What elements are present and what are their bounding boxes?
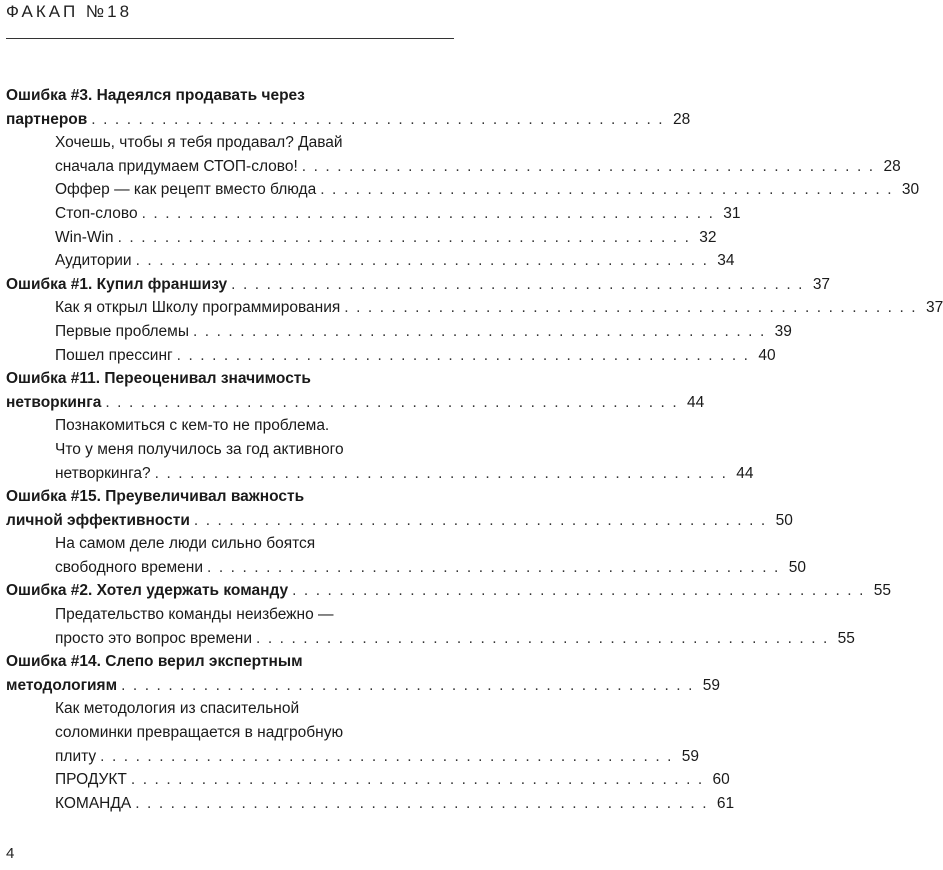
toc-entry-last-line: [6, 674, 720, 698]
toc-entry-title-line: методологиям: [6, 676, 118, 694]
toc-page-number: 31: [723, 204, 741, 222]
toc-page-number: 55: [837, 629, 855, 647]
toc-section-entry[interactable]: [6, 414, 754, 485]
toc-entry-title-line: нетворкинга: [6, 393, 102, 411]
toc-entry-title-line: Ошибка #11. Переоценивал значимость: [6, 370, 311, 388]
toc-entry-title-line: Ошибка #14. Слепо верил экспертным: [6, 653, 303, 671]
toc-entry-title-line: Ошибка #15. Преувеличивал важность: [6, 488, 305, 506]
toc-entry-last-line: [55, 627, 855, 651]
toc-page-number: 34: [717, 252, 735, 270]
toc-page-number: 59: [702, 676, 720, 694]
toc-entry-title-line: партнеров: [6, 110, 88, 128]
dot-leader: . . . . . . . . . . . . . . . . . . . . . . . . . . . . . . . . . . . . . . . . . . . . . . . . .: [176, 346, 750, 364]
toc-entry-title-line: плиту: [55, 747, 97, 765]
toc-entry-last-line: [55, 202, 741, 226]
toc-entry-title-line: свободного времени: [55, 558, 204, 576]
toc-section-entry[interactable]: [6, 202, 741, 226]
toc-entry-last-line: [55, 344, 776, 368]
toc-entry-title-line: Стоп-слово: [55, 204, 138, 222]
toc-page-number: 44: [687, 393, 705, 411]
toc-page-number: 39: [774, 322, 792, 340]
toc-entry-title-line: Предательство команды неизбежно —: [55, 606, 334, 624]
toc-chapter-entry[interactable]: [6, 367, 705, 414]
toc-entry-last-line: [55, 768, 730, 792]
toc-entry-last-line: [55, 745, 700, 769]
dot-leader: . . . . . . . . . . . . . . . . . . . . . . . . . . . . . . . . . . . . . . . . . . . . . . . . .: [100, 747, 674, 765]
toc-entry-last-line: [6, 108, 691, 132]
toc-page-number: 37: [925, 299, 943, 317]
dot-leader: . . . . . . . . . . . . . . . . . . . . . . . . . . . . . . . . . . . . . . . . . . . . . . . . .: [117, 228, 691, 246]
toc-entry-title-line: Пошел прессинг: [55, 346, 173, 364]
dot-leader: . . . . . . . . . . . . . . . . . . . . . . . . . . . . . . . . . . . . . . . . . . . . . . . . .: [207, 558, 780, 576]
dot-leader: . . . . . . . . . . . . . . . . . . . . . . . . . . . . . . . . . . . . . . . . . . . . . . . . .: [141, 204, 715, 222]
dot-leader: . . . . . . . . . . . . . . . . . . . . . . . . . . . . . . . . . . . . . . . . . . . . . . . . .: [121, 676, 694, 694]
toc-entry-title-line: соломинки превращается в надгробную: [55, 724, 344, 742]
toc-entry-title-line: Win-Win: [55, 228, 114, 246]
toc-entry-title-line: Оффер — как рецепт вместо блюда: [55, 181, 317, 199]
toc-entry-title-line: просто это вопрос времени: [55, 629, 252, 647]
page-number: 4: [6, 845, 15, 862]
toc-entry-title-line: Ошибка #2. Хотел удержать команду: [6, 582, 289, 600]
toc-entry-last-line: [55, 178, 920, 202]
running-header: ФАКАП №18: [6, 2, 133, 21]
dot-leader: . . . . . . . . . . . . . . . . . . . . . . . . . . . . . . . . . . . . . . . . . . . . . . . . .: [320, 181, 894, 199]
toc-page-number: 28: [883, 157, 901, 175]
dot-leader: . . . . . . . . . . . . . . . . . . . . . . . . . . . . . . . . . . . . . . . . . . . . . . . . .: [231, 275, 805, 293]
toc-section-entry[interactable]: [6, 178, 920, 202]
toc-entry-last-line: [55, 556, 806, 580]
toc-entry-last-line: [55, 462, 754, 486]
toc-entry-title-line: нетворкинга?: [55, 464, 151, 482]
toc-entry-title-line: Аудитории: [55, 252, 132, 270]
toc-entry-title-line: Ошибка #1. Купил франшизу: [6, 275, 228, 293]
toc-section-entry[interactable]: [6, 532, 806, 579]
toc-entry-last-line: [55, 792, 735, 816]
toc-entry-title-line: сначала придумаем СТОП-слово!: [55, 157, 298, 175]
toc-page-number: 61: [716, 794, 735, 812]
dot-leader: . . . . . . . . . . . . . . . . . . . . . . . . . . . . . . . . . . . . . . . . . . . . . . . . .: [193, 511, 767, 529]
dot-leader: . . . . . . . . . . . . . . . . . . . . . . . . . . . . . . . . . . . . . . . . . . . . . . . . .: [192, 322, 766, 340]
toc-chapter-entry[interactable]: [6, 273, 831, 297]
toc-section-entry[interactable]: [6, 768, 730, 792]
toc-entry-last-line: [55, 320, 792, 344]
toc-entry-last-line: [6, 273, 831, 297]
dot-leader: . . . . . . . . . . . . . . . . . . . . . . . . . . . . . . . . . . . . . . . . . . . . . . . . .: [135, 252, 709, 270]
toc-section-entry[interactable]: [6, 131, 901, 178]
dot-leader: . . . . . . . . . . . . . . . . . . . . . . . . . . . . . . . . . . . . . . . . . . . . . . . . .: [135, 794, 709, 812]
toc-entry-title-line: личной эффективности: [6, 511, 190, 529]
toc-entry-last-line: [55, 249, 735, 273]
toc-entry-title-line: ПРОДУКТ: [55, 771, 127, 789]
toc-section-entry[interactable]: [6, 697, 700, 768]
toc-entry-title-line: Ошибка #3. Надеялся продавать через: [6, 87, 305, 104]
toc-entry-last-line: [55, 155, 901, 179]
toc-entry-last-line: [55, 296, 943, 320]
toc-page-number: 28: [672, 110, 691, 128]
toc-page-number: 55: [873, 582, 892, 600]
toc-entry-title-line: На самом деле люди сильно боятся: [55, 535, 316, 553]
toc-entry-title-line: Как методология из спасительной: [55, 700, 300, 718]
toc-chapter-entry[interactable]: [6, 579, 892, 603]
toc-entry-title-line: КОМАНДА: [55, 794, 132, 812]
table-of-contents: [6, 84, 943, 815]
toc-entry-title-line: Что у меня получилось за год активного: [55, 440, 344, 458]
toc-section-entry[interactable]: [6, 249, 735, 273]
toc-chapter-entry[interactable]: [6, 485, 793, 532]
toc-page-number: 30: [901, 181, 920, 199]
dot-leader: . . . . . . . . . . . . . . . . . . . . . . . . . . . . . . . . . . . . . . . . . . . . . . . . .: [301, 157, 875, 175]
toc-section-entry[interactable]: [6, 320, 792, 344]
toc-section-entry[interactable]: [6, 296, 943, 320]
toc-page-number: 40: [758, 346, 776, 364]
dot-leader: . . . . . . . . . . . . . . . . . . . . . . . . . . . . . . . . . . . . . . . . . . . . . . . . .: [130, 771, 704, 789]
toc-page-number: 50: [788, 558, 806, 576]
toc-entry-last-line: [6, 579, 892, 603]
toc-page-number: 50: [775, 511, 793, 529]
toc-entry-title-line: Первые проблемы: [55, 322, 189, 340]
dot-leader: . . . . . . . . . . . . . . . . . . . . . . . . . . . . . . . . . . . . . . . . . . . . . . . . .: [344, 299, 918, 317]
toc-page-number: 37: [812, 275, 831, 293]
toc-chapter-entry[interactable]: [6, 84, 691, 131]
toc-entry-title-line: Познакомиться с кем-то не проблема.: [55, 417, 330, 435]
toc-section-entry[interactable]: [6, 226, 717, 250]
dot-leader: . . . . . . . . . . . . . . . . . . . . . . . . . . . . . . . . . . . . . . . . . . . . . . . . .: [105, 393, 679, 411]
dot-leader: . . . . . . . . . . . . . . . . . . . . . . . . . . . . . . . . . . . . . . . . . . . . . . . . .: [91, 110, 665, 128]
toc-section-entry[interactable]: [6, 603, 855, 650]
toc-page-number: 44: [736, 464, 754, 482]
toc-page-number: 60: [712, 771, 730, 789]
toc-page-number: 32: [699, 228, 717, 246]
toc-entry-title-line: Хочешь, чтобы я тебя продавал? Давай: [55, 134, 343, 152]
toc-entry-last-line: [6, 509, 793, 533]
header-rule: [6, 38, 454, 39]
toc-chapter-entry[interactable]: [6, 650, 720, 697]
dot-leader: . . . . . . . . . . . . . . . . . . . . . . . . . . . . . . . . . . . . . . . . . . . . . . . . .: [292, 582, 866, 600]
dot-leader: . . . . . . . . . . . . . . . . . . . . . . . . . . . . . . . . . . . . . . . . . . . . . . . . .: [256, 629, 829, 647]
toc-section-entry[interactable]: [6, 792, 735, 816]
toc-entry-title-line: Как я открыл Школу программирования: [55, 299, 341, 317]
toc-section-entry[interactable]: [6, 344, 776, 368]
toc-entry-last-line: [55, 226, 717, 250]
dot-leader: . . . . . . . . . . . . . . . . . . . . . . . . . . . . . . . . . . . . . . . . . . . . . . . . .: [154, 464, 728, 482]
toc-entry-last-line: [6, 391, 705, 415]
toc-page-number: 59: [681, 747, 700, 765]
